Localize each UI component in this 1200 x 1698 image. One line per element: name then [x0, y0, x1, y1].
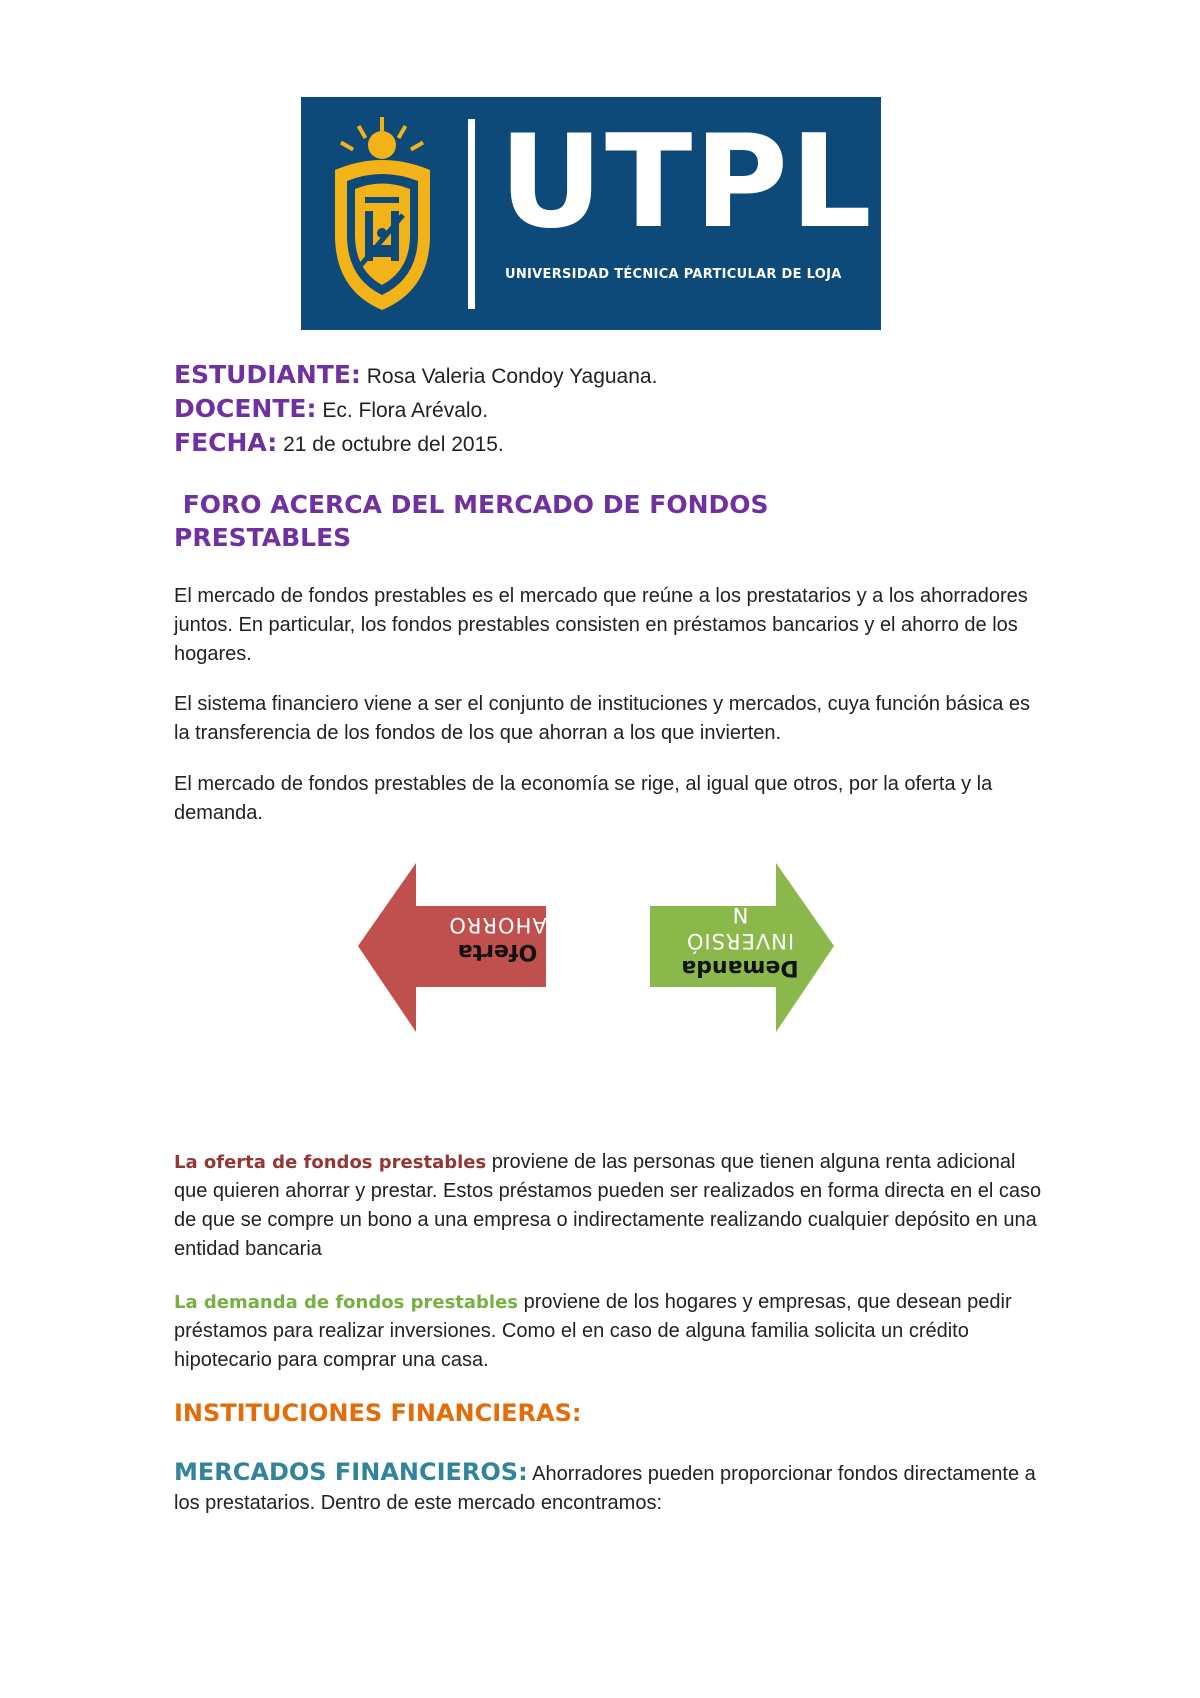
- teacher-label: DOCENTE:: [174, 394, 317, 423]
- document-title: FORO ACERCA DEL MERCADO DE FONDOS PRESTABLES: [174, 490, 769, 552]
- oferta-arrow-text: Oferta: [457, 939, 538, 964]
- logo-subtitle: UNIVERSIDAD TÉCNICA PARTICULAR DE LOJA: [505, 267, 842, 282]
- student-line: [174, 358, 657, 392]
- ahorro-arrow-text: AHORRO: [448, 913, 547, 937]
- right-arrow-label: [650, 902, 830, 980]
- paragraph-supply-demand: El mercado de fondos prestables de la economía se rige, al igual que otros, por la oferta y la demanda.: [174, 773, 993, 824]
- student-name: Rosa Valeria Condoy Yaguana.: [360, 365, 658, 388]
- mercados-heading: MERCADOS FINANCIEROS:: [174, 1458, 528, 1486]
- demanda-lead: La demanda de fondos prestables: [174, 1292, 519, 1313]
- utpl-logo: [301, 97, 881, 330]
- logo-wordmark: UTPL: [499, 108, 874, 257]
- demanda-text: proviene de los hogares y empresas, que desean pedir préstamos para realizar inversiones. Como el en caso de alguna familia solicita un crédito hipotecario para comprar una casa.: [174, 1291, 1012, 1371]
- logo-divider: [468, 119, 475, 309]
- paragraph-financial-system: El sistema financiero viene a ser el conjunto de instituciones y mercados, cuya función básica es la transferencia de los fondos de los que ahorran a los que invierten.: [174, 693, 1031, 744]
- oferta-lead: La oferta de fondos prestables: [174, 1152, 487, 1173]
- date-label: FECHA:: [174, 428, 278, 457]
- oferta-text: proviene de las personas que tienen alguna renta adicional que quieren ahorrar y prestar. Estos préstamos pueden ser realizados en forma directa en el caso de que se compre un bono a una empresa o indirectamente realizando cualquier depósito en una entidad bancaria: [174, 1151, 1042, 1260]
- teacher-line: [174, 392, 657, 426]
- paragraph-demanda: [174, 1288, 1044, 1375]
- header-info: [174, 358, 657, 460]
- date-value: 21 de octubre del 2015.: [277, 433, 504, 456]
- paragraph-oferta: [174, 1148, 1044, 1264]
- inversion-arrow-text-2: N: [731, 903, 749, 927]
- left-arrow-label: [405, 912, 590, 964]
- paragraph-definition: El mercado de fondos prestables es el mercado que reúne a los prestatarios y a los ahorradores juntos. En particular, los fondos prestables consisten en préstamos bancarios y el ahorro de los hogares.: [174, 585, 1028, 665]
- demanda-arrow-text: Demanda: [681, 955, 799, 980]
- teacher-name: Ec. Flora Arévalo.: [316, 399, 489, 422]
- paragraph-mercados: [174, 1458, 1044, 1518]
- instituciones-heading: INSTITUCIONES FINANCIERAS:: [174, 1399, 582, 1427]
- inversion-arrow-text-1: INVERSIÓ: [685, 929, 795, 953]
- student-label: ESTUDIANTE:: [174, 360, 361, 389]
- mercados-text: Ahorradores pueden proporcionar fondos directamente a los prestatarios. Dentro de este mercado encontramos:: [174, 1463, 1036, 1514]
- university-crest-icon: [325, 115, 440, 315]
- date-line: [174, 426, 657, 460]
- supply-demand-diagram: [350, 850, 850, 1050]
